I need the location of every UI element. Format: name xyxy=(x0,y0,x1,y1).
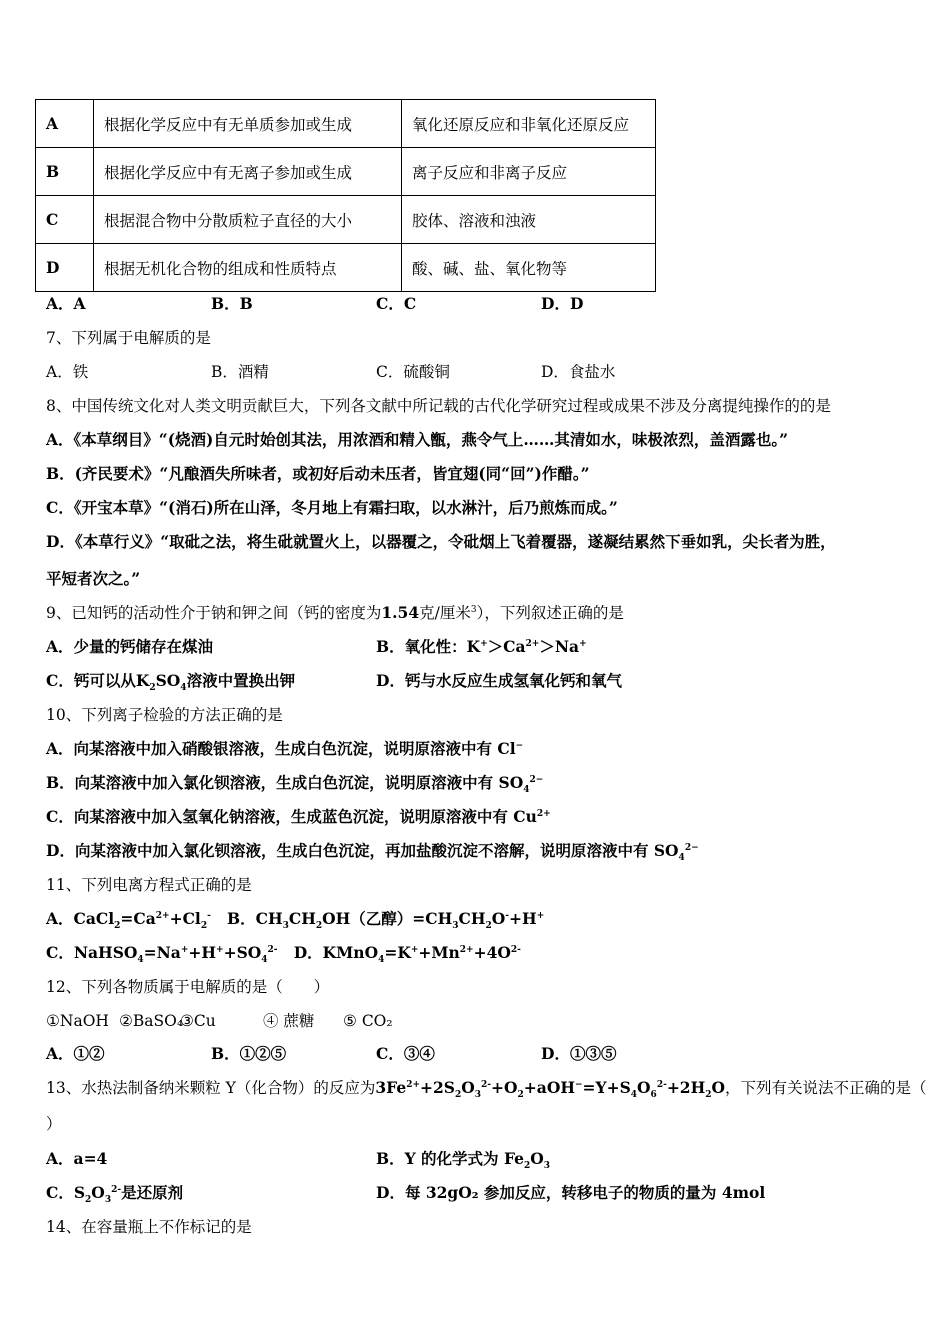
q8-option-a: A．《本草纲目》“(烧酒)自元时始创其法，用浓酒和精入甑，燕令气上……其清如水，味极浓烈，盖酒露也。” xyxy=(46,430,789,449)
q12-item: ③Cu xyxy=(180,1012,216,1030)
q12-option-d: D．①③⑤ xyxy=(541,1044,617,1063)
q13-stem: 13、水热法制备纳米颗粒 Y（化合物）的反应为$3Fe^{2+}+2S_2O_3^{2-}+O_2+aOH^-=Y+S_4O_6^{2-}+2H_2O$，下列有关说法不正确的是（ xyxy=(46,1078,927,1101)
q12-option-b: B．①②⑤ xyxy=(211,1044,287,1063)
row-key: D xyxy=(36,244,94,292)
q12-option-c: C．③④ xyxy=(376,1044,435,1063)
q7-option-c: C．硫酸铜 xyxy=(376,363,450,381)
q10-stem: 10、下列离子检验的方法正确的是 xyxy=(46,706,283,724)
q8-option-c: C．《开宝本草》“(消石)所在山泽，冬月地上有霜扫取，以水淋汁，后乃煎炼而成。” xyxy=(46,498,618,517)
q13-option-c: C．$S_2O_3^{2-}$是还原剂 xyxy=(46,1183,184,1206)
row-result: 胶体、溶液和浊液 xyxy=(402,196,656,244)
q9-option-a: A．少量的钙储存在煤油 xyxy=(46,637,214,656)
row-key: A xyxy=(36,100,94,148)
q12-option-a: A．①② xyxy=(46,1044,105,1063)
q12-stem: 12、下列各物质属于电解质的是（ ） xyxy=(46,978,330,996)
q13-option-a: A．a=4 xyxy=(46,1149,108,1168)
q6-option-d: D．D xyxy=(541,294,584,313)
q13-option-b: B．Y 的化学式为 $Fe_2O_3$ xyxy=(376,1149,551,1172)
q12-item: ⑤ CO₂ xyxy=(343,1012,393,1030)
table-row xyxy=(36,148,656,196)
q8-option-b: B．(齐民要术》“凡酿酒失所味者，或初好后动未压者，皆宜翅(同“回”)作醋。” xyxy=(46,464,590,483)
row-key: C xyxy=(36,196,94,244)
q8-option-d: D．《本草行义》“取砒之法，将生砒就置火上，以器覆之，令砒烟上飞着覆器，遂凝结累然下垂如乳，尖长者为胜， xyxy=(46,532,836,551)
q8-option-d-cont: 平短者次之。” xyxy=(46,569,141,588)
q8-stem: 8、中国传统文化对人类文明贡献巨大，下列各文献中所记载的古代化学研究过程或成果不涉及分离提纯操作的的是 xyxy=(46,397,831,415)
q10-option-d: D．向某溶液中加入氯化钡溶液，生成白色沉淀，再加盐酸沉淀不溶解，说明原溶液中有 $SO_4^{2-}$ xyxy=(46,841,699,864)
q13-stem-end: ） xyxy=(46,1115,62,1133)
row-basis: 根据混合物中分散质粒子直径的大小 xyxy=(94,196,402,244)
q9-option-d: D．钙与水反应生成氢氧化钙和氧气 xyxy=(376,671,622,690)
table-row xyxy=(36,100,656,148)
row-basis: 根据化学反应中有无离子参加或生成 xyxy=(94,148,402,196)
q7-option-b: B．酒精 xyxy=(211,363,269,381)
q13-option-d: D．每 32gO₂ 参加反应，转移电子的物质的量为 4mol xyxy=(376,1183,766,1202)
q11-options-cd: C．$NaHSO_4=Na^++H^++SO_4^{2-}$ D．$KMnO_4=K^++Mn^{2+}+4O^{2-}$ xyxy=(46,943,521,966)
q9-option-b: B．氧化性：$K^+>Ca^{2+}>Na^+$ xyxy=(376,637,587,656)
q9-stem: 9、已知钙的活动性介于钠和钾之间（钙的密度为1.54克/厘米$^3$），下列叙述正确的是 xyxy=(46,603,624,622)
row-result: 离子反应和非离子反应 xyxy=(402,148,656,196)
q7-stem: 7、下列属于电解质的是 xyxy=(46,329,211,347)
row-basis: 根据无机化合物的组成和性质特点 xyxy=(94,244,402,292)
q12-item: ④ 蔗糖 xyxy=(263,1012,315,1030)
q6-option-b: B．B xyxy=(211,294,253,313)
q7-option-a: A．铁 xyxy=(46,363,89,381)
q7-option-d: D．食盐水 xyxy=(541,363,616,381)
row-basis: 根据化学反应中有无单质参加或生成 xyxy=(94,100,402,148)
q9-option-c: C．钙可以从$K_2SO_4$溶液中置换出钾 xyxy=(46,671,296,694)
q10-option-c: C．向某溶液中加入氢氧化钠溶液，生成蓝色沉淀，说明原溶液中有 $Cu^{2+}$ xyxy=(46,807,551,826)
q6-option-c: C．C xyxy=(376,294,417,313)
q11-stem: 11、下列电离方程式正确的是 xyxy=(46,876,252,894)
q12-item: ①NaOH xyxy=(46,1012,109,1030)
q10-option-a: A．向某溶液中加入硝酸银溶液，生成白色沉淀，说明原溶液中有 Cl− xyxy=(46,739,524,758)
q10-option-b: B．向某溶液中加入氯化钡溶液，生成白色沉淀，说明原溶液中有 $SO_4^{2-}$ xyxy=(46,773,544,796)
q11-options-ab: A．$CaCl_2=Ca^{2+}+Cl_2^-$ B．$CH_3CH_2OH$（乙醇）$=CH_3CH_2O^-+H^+$ xyxy=(46,909,545,932)
table-row xyxy=(36,196,656,244)
q6-option-a: A．A xyxy=(46,294,86,313)
row-result: 氧化还原反应和非氧化还原反应 xyxy=(402,100,656,148)
row-key: B xyxy=(36,148,94,196)
table-row xyxy=(36,244,656,292)
q14-stem: 14、在容量瓶上不作标记的是 xyxy=(46,1218,252,1236)
classification-table xyxy=(35,99,656,292)
row-result: 酸、碱、盐、氧化物等 xyxy=(402,244,656,292)
q12-item: ②BaSO₄ xyxy=(119,1012,184,1030)
